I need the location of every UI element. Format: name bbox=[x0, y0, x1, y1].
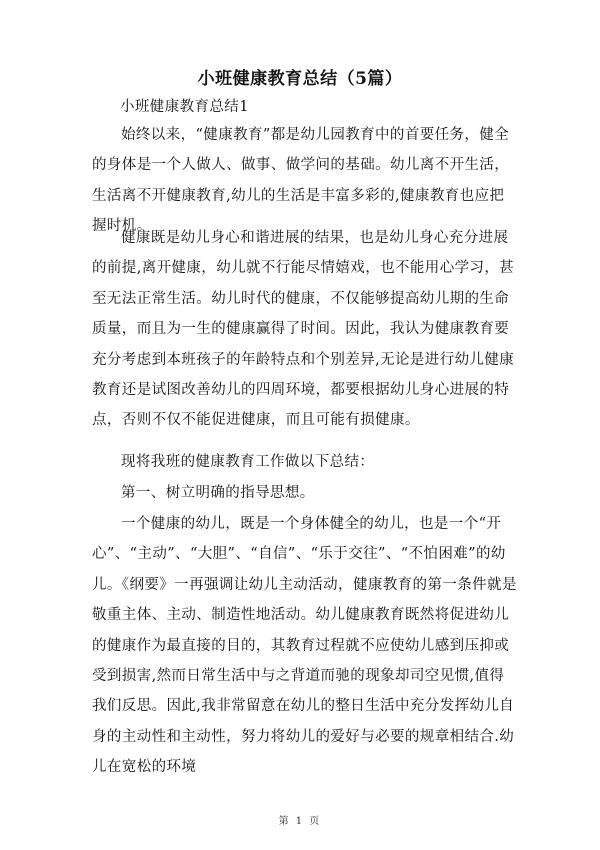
document-body bbox=[92, 223, 517, 436]
page-number: 第 1 页 bbox=[278, 816, 322, 827]
paragraph: 现将我班的健康教育工作做以下总结： bbox=[121, 454, 375, 470]
document-body bbox=[92, 447, 517, 477]
document-title: 小班健康教育总结（5篇） bbox=[197, 69, 403, 89]
document-body bbox=[92, 478, 517, 508]
document-body bbox=[92, 509, 517, 783]
paragraph: 健康既是幼儿身心和谐进展的结果，也是幼儿身心充分进展的前提,离开健康，幼儿就不行能尽情嬉戏，也不能用心学习，甚至无法正常生活。幼儿时代的健康，不仅能够提高幼儿期的生命质量，而且为一生的健康赢得了时间。因此，我认为健康教育要充分考虑到本班孩子的年龄特点和个别差异,无论是进行幼儿健康教育还是试图改善幼儿的四周环境，都要根据幼儿身心进展的特点，否则不仅不能促进健康，而且可能有损健康。 bbox=[92, 230, 515, 429]
paragraph: 一个健康的幼儿，既是一个身体健全的幼儿，也是一个“开心”、“主动”、“大胆”、“自信”、“乐于交往”、“不怕困难”的幼儿。《纲要》一再强调让幼儿主动活动，健康教育的第一条件就是敬重主体、主动、制造性地活动。幼儿健康教育既然将促进幼儿的健康作为最直接的目的，其教育过程就不应使幼儿感到压抑或受到损害,然而日常生活中与之背道而驰的现象却司空见惯,值得我们反思。因此,我非常留意在幼儿的整日生活中充分发挥幼儿自身的主动性和主动性，努力将幼儿的爱好与必要的规章相结合.幼儿在宽松的环境 bbox=[92, 516, 517, 776]
paragraph: 第一、树立明确的指导思想。 bbox=[121, 485, 315, 501]
paragraph: 始终以来，“健康教育”都是幼儿园教育中的首要任务，健全的身体是一个人做人、做事、做学问的基础。幼儿离不开生活，生活离不开健康教育,幼儿的生活是丰富多彩的,健康教育也应把握时机。 bbox=[92, 127, 510, 235]
section-heading: 小班健康教育总结1 bbox=[120, 99, 249, 115]
